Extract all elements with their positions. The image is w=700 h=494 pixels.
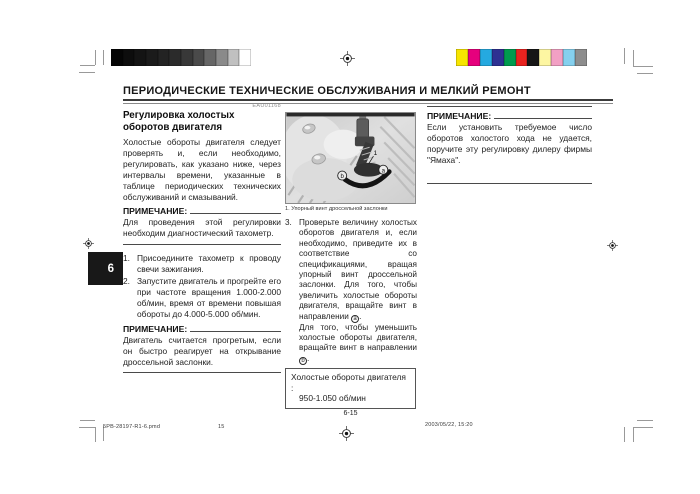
- note-underline: [190, 213, 281, 214]
- list-item: [123, 276, 281, 320]
- registration-mark-icon: [607, 240, 618, 251]
- direction-a-label: [379, 165, 388, 174]
- calibration-cell: [516, 49, 528, 66]
- step-text: Присоедините тахометр к проводу свечи зажигания.: [137, 253, 281, 275]
- chapter-tab: [88, 252, 123, 285]
- calibration-cell: [216, 49, 228, 66]
- calibration-cell: [563, 49, 575, 66]
- calibration-cell: [539, 49, 551, 66]
- throttle-stop-screw-photo: [286, 113, 415, 203]
- note-heading: [427, 111, 592, 121]
- calibration-cell: [134, 49, 146, 66]
- figure-frame: [285, 112, 416, 204]
- calibration-cell: [575, 49, 587, 66]
- note-heading: [123, 206, 281, 216]
- footer-filename: 5PB-28197-R1-6.pmd: [103, 424, 161, 430]
- step-text: [299, 218, 417, 365]
- calibration-cell: [504, 49, 516, 66]
- grayscale-calibration-bar: [111, 49, 251, 66]
- calibration-cell: [111, 49, 123, 66]
- procedure-steps: [123, 253, 281, 319]
- section-code: EAU01168: [252, 103, 281, 109]
- step-text: Запустите двигатель и прогрейте его при частоте вращения 1.000-2.000 об/мин, время от времени повышая обороты до 4.000-5.000 об/мин.: [137, 276, 281, 319]
- punct: .: [359, 311, 362, 321]
- note-divider: [123, 244, 281, 245]
- right-column: [427, 106, 592, 184]
- list-item: [123, 253, 281, 275]
- step-number: 3.: [285, 218, 292, 227]
- note-text: Для проведения этой регулировки необходим диагностический тахометр.: [123, 217, 281, 239]
- calibration-cell: [527, 49, 539, 66]
- note-divider: [123, 372, 281, 373]
- note-label: ПРИМЕЧАНИЕ:: [427, 111, 492, 121]
- footer-timestamp: 2003/05/22, 15:20: [425, 422, 473, 428]
- step-3-text-b: Для того, чтобы уменьшить холостые обороты двигателя, вращайте винт в направлении: [299, 322, 417, 353]
- note-heading: [123, 324, 281, 334]
- calibration-cell: [146, 49, 158, 66]
- left-column: [123, 103, 281, 378]
- chapter-number: 6: [107, 262, 114, 275]
- step-number: 1.: [123, 253, 130, 264]
- procedure-step-3: [285, 218, 417, 365]
- calibration-cell: [551, 49, 563, 66]
- note-label: ПРИМЕЧАНИЕ:: [123, 206, 188, 217]
- callout-1-label: 1: [373, 150, 378, 158]
- calibration-cell: [480, 49, 492, 66]
- specification-box: [285, 368, 416, 409]
- note-text: Двигатель считается прогретым, если он быстро реагирует на открывание дроссельной заслонки.: [123, 334, 281, 367]
- registration-mark-icon: [339, 426, 354, 441]
- note-block: [427, 106, 592, 184]
- step-3-text-a: Проверьте величину холостых оборотов двигателя и, если необходимо, приведите их в соответствие со спецификациями, вращая упорный винт дроссельной заслонки. Для того, чтобы увеличить холостые обороты двигателя, вращайте винт в направлении: [299, 218, 417, 321]
- intro-paragraph: Холостые обороты двигателя следует проверять и, если необходимо, регулировать, как указано ниже, через интервалы времени, указанные в таблице периодических технических обслуживаний и смазываний.: [123, 137, 281, 202]
- note-text: Если установить требуемое число оборотов холостого хода не удается, поручите эту регулировку дилеру фирмы "Ямаха".: [427, 122, 592, 165]
- figure-caption: 1. Упорный винт дроссельной заслонки: [285, 206, 388, 212]
- page-title: ПЕРИОДИЧЕСКИЕ ТЕХНИЧЕСКИЕ ОБСЛУЖИВАНИЯ И МЕЛКИЙ РЕМОНТ: [123, 85, 531, 97]
- punct: .: [307, 353, 310, 363]
- calibration-cell: [193, 49, 205, 66]
- calibration-cell: [169, 49, 181, 66]
- footer-sheet-number: 15: [218, 424, 225, 430]
- spec-value: 950-1.050 об/мин: [299, 393, 366, 404]
- page-number: 6-15: [343, 410, 358, 417]
- spec-label: Холостые обороты двигателя :: [291, 372, 406, 393]
- calibration-cell: [181, 49, 193, 66]
- calibration-cell: [204, 49, 216, 66]
- note-underline: [190, 331, 281, 332]
- registration-mark-icon: [83, 238, 94, 249]
- calibration-cell: [123, 49, 135, 66]
- calibration-cell: [228, 49, 240, 66]
- color-calibration-bar: [456, 49, 587, 66]
- calibration-cell: [456, 49, 468, 66]
- calibration-cell: [239, 49, 251, 66]
- calibration-cell: [492, 49, 504, 66]
- circled-a-label: a: [351, 315, 359, 323]
- note-underline: [494, 118, 592, 119]
- svg-text:b: b: [340, 174, 344, 181]
- calibration-cell: [468, 49, 480, 66]
- registration-mark-icon: [340, 51, 355, 66]
- direction-b-label: [338, 171, 347, 180]
- section-heading: Регулировка холостых оборотов двигателя: [123, 110, 235, 133]
- circled-b-label: b: [299, 357, 307, 365]
- note-label: ПРИМЕЧАНИЕ:: [123, 323, 188, 334]
- calibration-cell: [158, 49, 170, 66]
- svg-text:a: a: [381, 168, 385, 175]
- step-number: 2.: [123, 276, 130, 287]
